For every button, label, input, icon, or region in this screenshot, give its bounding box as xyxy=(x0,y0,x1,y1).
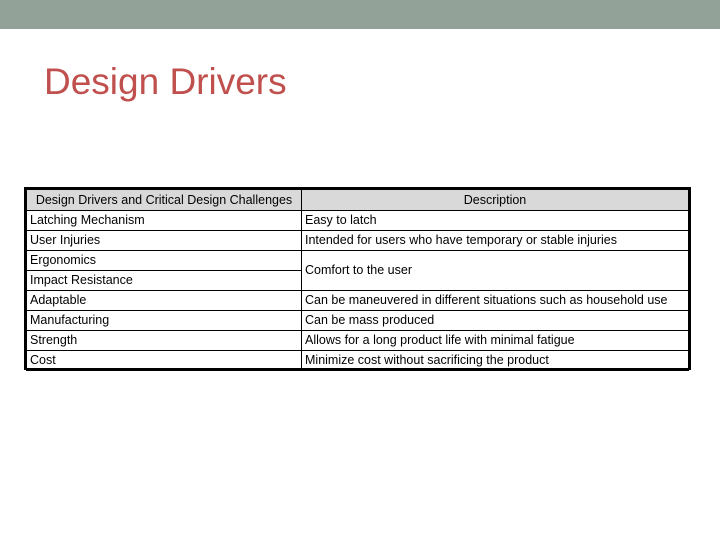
driver-cell: Impact Resistance xyxy=(27,271,302,291)
driver-cell: Cost xyxy=(27,351,302,371)
slide-title: Design Drivers xyxy=(44,61,287,102)
top-accent-bar xyxy=(0,0,720,29)
description-cell: Can be maneuvered in different situations such as household use xyxy=(302,291,689,311)
drivers-table xyxy=(26,189,689,371)
driver-cell: Manufacturing xyxy=(27,311,302,331)
header-drivers: Design Drivers and Critical Design Challenges xyxy=(27,190,302,211)
description-cell: Comfort to the user xyxy=(302,251,689,291)
table-row xyxy=(27,351,689,371)
driver-cell: Adaptable xyxy=(27,291,302,311)
driver-cell: User Injuries xyxy=(27,231,302,251)
table-row xyxy=(27,231,689,251)
table-row xyxy=(27,331,689,351)
design-drivers-table xyxy=(24,187,691,370)
description-cell: Intended for users who have temporary or stable injuries xyxy=(302,231,689,251)
table-row xyxy=(27,211,689,231)
description-cell: Can be mass produced xyxy=(302,311,689,331)
driver-cell: Latching Mechanism xyxy=(27,211,302,231)
table-header-row xyxy=(27,190,689,211)
driver-cell: Strength xyxy=(27,331,302,351)
description-cell: Allows for a long product life with minimal fatigue xyxy=(302,331,689,351)
table-row xyxy=(27,291,689,311)
description-cell: Minimize cost without sacrificing the product xyxy=(302,351,689,371)
description-cell: Easy to latch xyxy=(302,211,689,231)
table-row xyxy=(27,251,689,271)
table-row xyxy=(27,311,689,331)
header-description: Description xyxy=(302,190,689,211)
driver-cell: Ergonomics xyxy=(27,251,302,271)
